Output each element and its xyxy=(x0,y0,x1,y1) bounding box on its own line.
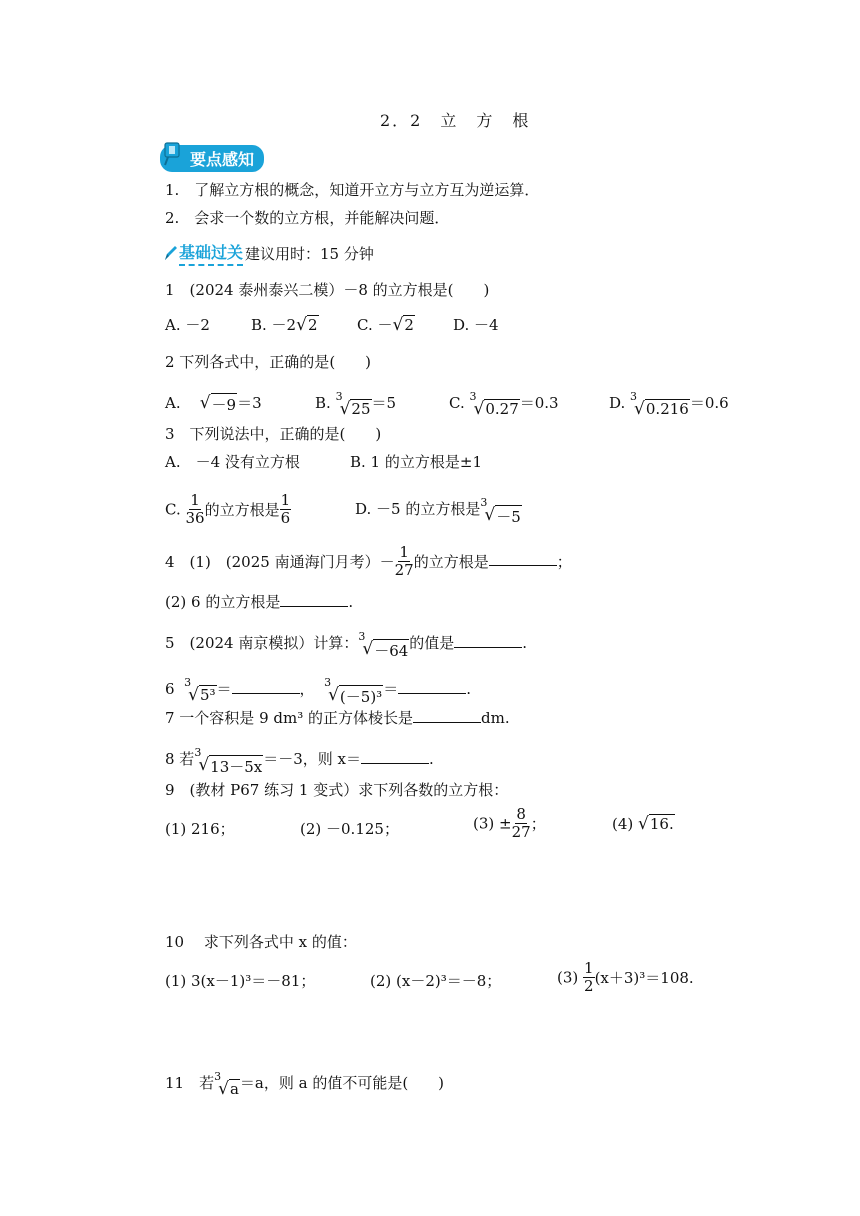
q3-stem: 3 下列说法中，正确的是( ) xyxy=(165,425,382,443)
q10-part1: (1) 3(x－1)³＝－81； xyxy=(165,972,316,990)
q1-option-d: D. －4 xyxy=(453,316,499,334)
key-point-1: 1. 了解立方根的概念，知道开立方与立方互为逆运算． xyxy=(165,181,540,199)
key-points-badge: 要点感知 xyxy=(160,145,264,172)
q9-part4: (4) √ 16. xyxy=(612,814,674,834)
basics-badge: 基础过关 建议用时：15 分钟 xyxy=(163,240,374,266)
q9-part3: (3) ± $\frac{8}{27}$ ； xyxy=(473,805,546,841)
q9-stem: 9 (教材 P67 练习 1 变式）求下列各数的立方根： xyxy=(165,781,509,799)
q3-option-b: B. 1 的立方根是±1 xyxy=(350,453,482,471)
q8-line: 8 若 3 √ 13－5x ＝－3，则 x＝ . xyxy=(165,746,434,776)
q8-blank[interactable] xyxy=(361,749,429,764)
q10-part2: (2) (x－2)³＝－8； xyxy=(370,972,502,990)
pencil-icon xyxy=(163,244,179,262)
page-title: 2．2 立 方 根 xyxy=(380,111,531,130)
q10-part3: (3) $\frac{1}{2}$ (x＋3)³＝108. xyxy=(557,959,694,995)
q6-blank-1[interactable] xyxy=(232,679,300,694)
q6-blank-2[interactable] xyxy=(398,679,466,694)
q7-line: 7 一个容积是 9 dm³ 的正方体棱长是 dm. xyxy=(165,709,510,727)
q4-part2: (2) 6 的立方根是 . xyxy=(165,593,354,611)
q1-option-b: B. －2 √ 2 xyxy=(251,315,318,335)
q2-stem: 2 下列各式中，正确的是( ) xyxy=(165,353,372,371)
q4-blank-2[interactable] xyxy=(280,592,348,607)
q2-option-c: C. 3 √ 0.27 ＝0.3 xyxy=(449,390,559,419)
q5-blank[interactable] xyxy=(454,633,522,648)
q2-option-a: A. √ －9 ＝3 xyxy=(165,393,262,414)
q1-option-c: C. － √ 2 xyxy=(357,315,414,335)
q2-option-d: D. 3 √ 0.216 ＝0.6 xyxy=(609,390,729,419)
q10-stem: 10 求下列各式中 x 的值： xyxy=(165,933,357,951)
q4-blank-1[interactable] xyxy=(489,551,557,566)
pushpin-icon xyxy=(162,141,184,167)
q7-blank[interactable] xyxy=(413,708,481,723)
q9-part2: (2) －0.125； xyxy=(300,820,399,838)
q4-part1: 4 (1) (2025 南通海门月考）－ $\frac{1}{27}$ 的立方根是 ； xyxy=(165,543,572,579)
q1-option-a: A. －2 xyxy=(165,316,210,334)
q5-line: 5 (2024 南京模拟）计算： 3 √ －64 的值是 . xyxy=(165,630,528,660)
q6-line: 6 3 √ 5³ ＝ ， 3 √ (－5)³ ＝ . xyxy=(165,676,471,706)
q11-line: 11 若 3 √ a ＝a，则 a 的值不可能是( ) xyxy=(165,1070,445,1099)
q3-option-d: D. －5 的立方根是 3 √ －5 xyxy=(355,496,521,526)
q3-option-a: A. －4 没有立方根 xyxy=(165,453,300,471)
q2-option-b: B. 3 √ 25 ＝5 xyxy=(315,390,397,419)
q1-stem: 1 (2024 泰州泰兴二模）－8 的立方根是( ) xyxy=(165,281,490,299)
key-point-2: 2. 会求一个数的立方根，并能解决问题． xyxy=(165,209,450,227)
q3-option-c: C. $\frac{1}{36}$ 的立方根是 $\frac{1}{6}$ xyxy=(165,491,291,527)
q9-part1: (1) 216； xyxy=(165,820,235,838)
